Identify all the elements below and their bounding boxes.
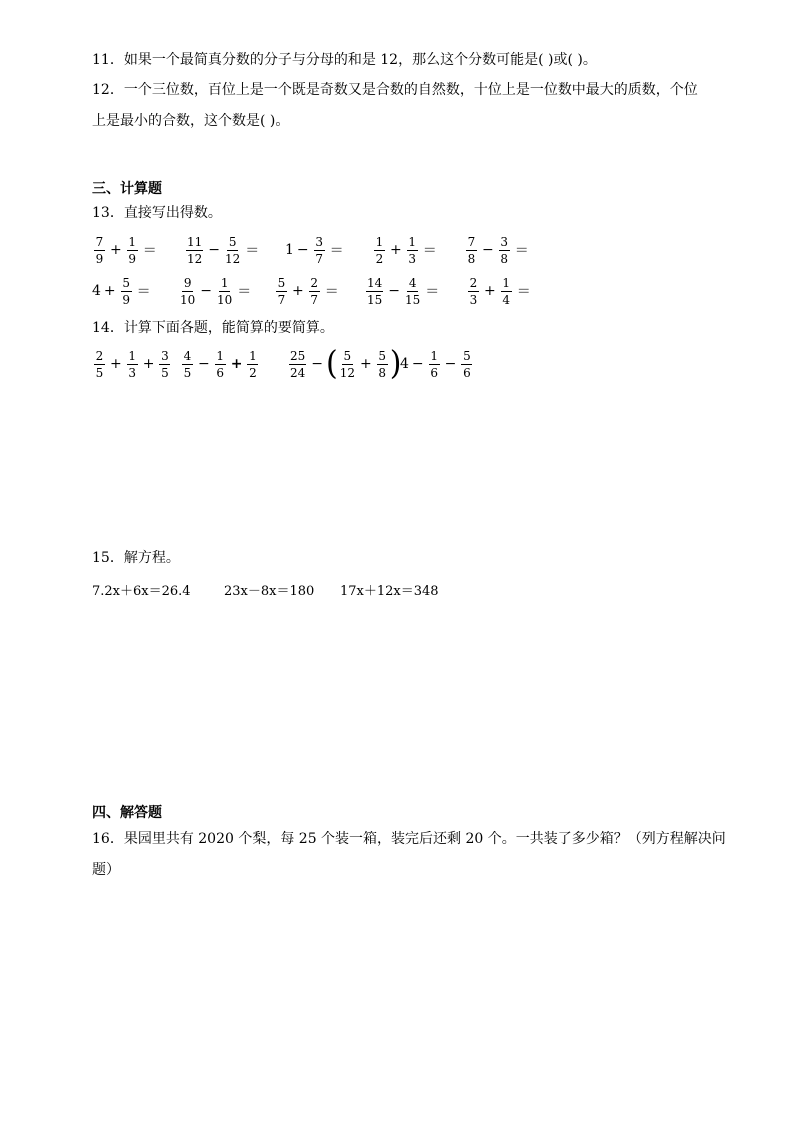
fraction: $\frac{1}{3}$ bbox=[128, 348, 137, 380]
equation-2: 23x－8x＝180 bbox=[224, 584, 315, 599]
fraction: $\frac{1}{3}$ bbox=[408, 234, 417, 266]
question-14: 14．计算下面各题，能简算的要简算。 bbox=[92, 320, 334, 336]
fraction: $\frac{2}{3}$ bbox=[469, 275, 478, 307]
section-4-title: 四、解答题 bbox=[92, 805, 162, 821]
question-12-line1: 12．一个三位数，百位上是一个既是奇数又是合数的自然数，十位上是一位数中最大的质数，个位 bbox=[92, 82, 698, 98]
fraction: $\frac{1}{6}$ bbox=[430, 348, 438, 380]
fraction: $\frac{3}{5}$ bbox=[161, 348, 169, 380]
equation-3: 17x＋12x＝348 bbox=[340, 584, 439, 599]
fraction: $\frac{5}{9}$ bbox=[122, 275, 130, 307]
question-16-line2: 题） bbox=[92, 862, 120, 878]
fraction: $\frac{14}{15}$ bbox=[367, 275, 383, 307]
question-13: 13．直接写出得数。 bbox=[92, 205, 222, 221]
fraction: $\frac{5}{6}$ bbox=[463, 348, 471, 380]
fraction: $\frac{1}{10}$ bbox=[217, 275, 233, 307]
fraction: $\frac{1}{9}$ bbox=[128, 234, 137, 266]
expr-1-minus-3-7: 1 − $\frac{3}{7}$ ＝ bbox=[285, 234, 344, 266]
expr-5-7-plus-2-7: $\frac{5}{7}$ + $\frac{2}{7}$ ＝ bbox=[277, 275, 339, 307]
expr-14-15-minus-4-15: $\frac{14}{15}$ − $\frac{4}{15}$ ＝ bbox=[367, 275, 440, 307]
equation-1: 7.2x＋6x＝26.4 bbox=[92, 584, 191, 599]
fraction: $\frac{11}{12}$ bbox=[187, 234, 203, 266]
fraction: $\frac{3}{7}$ bbox=[315, 234, 323, 266]
question-15: 15．解方程。 bbox=[92, 550, 180, 566]
expr-4-plus-5-9: 4 + $\frac{5}{9}$ ＝ bbox=[92, 275, 151, 307]
question-11: 11．如果一个最简真分数的分子与分母的和是 12，那么这个分数可能是( )或( )。 bbox=[92, 52, 597, 68]
fraction: $\frac{1}{2}$ bbox=[249, 348, 257, 380]
expr-25-24-minus-paren: $\frac{25}{24}$ − ( $\frac{5}{12}$ + $\frac{5}{8}$ ) bbox=[290, 344, 402, 383]
fraction: $\frac{5}{12}$ bbox=[339, 348, 356, 380]
q13-row-1 bbox=[92, 230, 712, 270]
fraction: $\frac{4}{15}$ bbox=[405, 275, 421, 307]
fraction: $\frac{2}{7}$ bbox=[310, 275, 319, 307]
expr-7-9-plus-1-9: $\frac{7}{9}$ + $\frac{1}{9}$ ＝ bbox=[95, 234, 157, 266]
fraction: $\frac{5}{7}$ bbox=[277, 275, 286, 307]
expr-2-5-plus-1-3-plus-3-5: $\frac{2}{5}$ + $\frac{1}{3}$ + $\frac{3}{5}$ bbox=[95, 348, 169, 380]
fraction: $\frac{4}{5}$ bbox=[183, 348, 192, 380]
fraction: $\frac{3}{8}$ bbox=[500, 234, 509, 266]
left-paren: ( bbox=[326, 344, 338, 383]
q13-row-2 bbox=[92, 271, 712, 311]
fraction: $\frac{1}{2}$ bbox=[375, 234, 384, 266]
expr-4-5-minus-1-6-plus-1-2: $\frac{4}{5}$ − $\frac{1}{6}$ + $\frac{1}{2}$ bbox=[183, 348, 257, 380]
fraction: $\frac{25}{24}$ bbox=[290, 348, 306, 380]
right-paren: ) bbox=[389, 344, 402, 383]
expr-9-10-minus-1-10: $\frac{9}{10}$ − $\frac{1}{10}$ ＝ bbox=[180, 275, 252, 307]
question-12-line2: 上是最小的合数，这个数是( )。 bbox=[92, 113, 290, 129]
expr-11-12-minus-5-12: $\frac{11}{12}$ − $\frac{5}{12}$ ＝ bbox=[187, 234, 260, 266]
section-3-title: 三、计算题 bbox=[92, 181, 162, 197]
expr-4-minus-1-6-minus-5-6: 4 − $\frac{1}{6}$ − $\frac{5}{6}$ bbox=[400, 348, 471, 380]
question-16-line1: 16．果园里共有 2020 个梨，每 25 个装一箱，装完后还剩 20 个。一共装了多少箱？（列方程解决问 bbox=[92, 831, 726, 847]
fraction: $\frac{2}{5}$ bbox=[95, 348, 104, 380]
fraction: $\frac{7}{9}$ bbox=[95, 234, 104, 266]
expr-1-2-plus-1-3: $\frac{1}{2}$ + $\frac{1}{3}$ ＝ bbox=[375, 234, 437, 266]
expr-2-3-plus-1-4: $\frac{2}{3}$ + $\frac{1}{4}$ ＝ bbox=[469, 275, 531, 307]
fraction: $\frac{5}{8}$ bbox=[378, 348, 387, 380]
fraction: $\frac{5}{12}$ bbox=[225, 234, 241, 266]
expr-7-8-minus-3-8: $\frac{7}{8}$ − $\frac{3}{8}$ ＝ bbox=[467, 234, 529, 266]
fraction: $\frac{1}{6}$ bbox=[216, 348, 225, 380]
fraction: $\frac{1}{4}$ bbox=[502, 275, 511, 307]
fraction: $\frac{9}{10}$ bbox=[180, 275, 196, 307]
q14-row bbox=[92, 344, 712, 386]
fraction: $\frac{7}{8}$ bbox=[467, 234, 476, 266]
